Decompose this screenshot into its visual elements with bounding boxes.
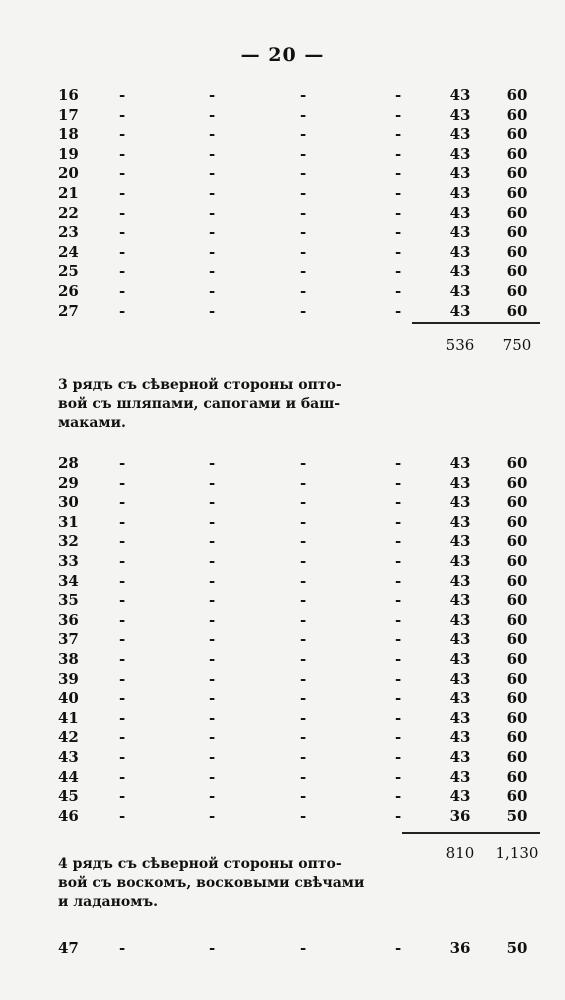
heading-line: и ладаномъ. <box>58 894 158 910</box>
dash-cell: - <box>395 144 402 163</box>
value-col-a: 36 <box>449 939 471 957</box>
dash-cell: - <box>395 787 402 806</box>
value-col-b: 60 <box>506 493 528 512</box>
dash-cell: - <box>209 512 216 531</box>
dash-cell: - <box>300 767 307 786</box>
dash-cell: - <box>119 242 126 261</box>
table-row <box>0 727 565 747</box>
dash-cell: - <box>119 282 126 300</box>
value-col-a: 43 <box>449 728 471 747</box>
dash-cell: - <box>395 728 402 747</box>
dash-cell: - <box>395 591 402 610</box>
dash-cell: - <box>300 223 307 242</box>
row-number: 18 <box>58 125 79 144</box>
dash-cell: - <box>300 630 307 649</box>
dash-cell: - <box>395 767 402 786</box>
row-number: 22 <box>58 203 79 222</box>
row-number: 41 <box>58 708 79 727</box>
total-rule <box>412 322 540 324</box>
dash-cell: - <box>119 591 126 610</box>
heading-line: 3 рядъ съ сѣверной стороны опто- <box>58 377 342 393</box>
value-col-b: 60 <box>506 650 528 668</box>
row-number: 32 <box>58 532 79 551</box>
value-col-b: 60 <box>506 787 528 806</box>
table-row <box>0 747 565 767</box>
dash-cell: - <box>395 242 402 261</box>
dash-cell: - <box>395 203 402 222</box>
table-row <box>0 629 565 649</box>
table-row <box>0 453 565 473</box>
value-col-b: 60 <box>506 86 528 104</box>
dash-cell: - <box>209 125 216 144</box>
dash-cell: - <box>209 748 216 766</box>
row-number: 21 <box>58 184 79 202</box>
table-row <box>0 85 565 105</box>
dash-cell: - <box>209 728 216 747</box>
dash-cell: - <box>119 493 126 512</box>
row-number: 20 <box>58 164 79 183</box>
dash-cell: - <box>209 630 216 649</box>
dash-cell: - <box>119 301 126 320</box>
dash-cell: - <box>209 164 216 183</box>
value-col-a: 43 <box>449 708 471 727</box>
value-col-b: 60 <box>506 473 528 492</box>
table-row <box>0 144 565 164</box>
row-number: 39 <box>58 669 79 688</box>
section-heading-row-4 <box>58 855 408 912</box>
dash-cell: - <box>119 728 126 747</box>
dash-cell: - <box>119 105 126 124</box>
row-number: 36 <box>58 610 79 629</box>
value-col-b: 60 <box>506 728 528 747</box>
dash-cell: - <box>395 806 402 825</box>
value-col-b: 60 <box>506 748 528 766</box>
heading-line: вой съ шляпами, сапогами и баш- <box>58 396 341 412</box>
dash-cell: - <box>119 223 126 242</box>
row-number: 35 <box>58 591 79 610</box>
value-col-b: 60 <box>506 689 528 708</box>
dash-cell: - <box>209 610 216 629</box>
row-number: 19 <box>58 144 79 163</box>
dash-cell: - <box>209 105 216 124</box>
value-col-b: 50 <box>506 806 528 825</box>
dash-cell: - <box>395 105 402 124</box>
dash-cell: - <box>395 86 402 104</box>
table-row <box>0 222 565 242</box>
table-row <box>0 105 565 125</box>
dash-cell: - <box>300 939 307 957</box>
value-col-a: 43 <box>449 532 471 551</box>
dash-cell: - <box>300 125 307 144</box>
value-col-a: 43 <box>449 552 471 570</box>
table-row <box>0 708 565 728</box>
dash-cell: - <box>300 184 307 202</box>
dash-cell: - <box>119 571 126 590</box>
dash-cell: - <box>395 164 402 183</box>
value-col-a: 43 <box>449 184 471 202</box>
dash-cell: - <box>300 552 307 570</box>
value-col-b: 60 <box>506 767 528 786</box>
dash-cell: - <box>119 454 126 472</box>
dash-cell: - <box>395 708 402 727</box>
value-col-a: 43 <box>449 242 471 261</box>
value-col-a: 43 <box>449 689 471 708</box>
dash-cell: - <box>209 591 216 610</box>
dash-cell: - <box>300 806 307 825</box>
dash-cell: - <box>395 512 402 531</box>
dash-cell: - <box>119 512 126 531</box>
dash-cell: - <box>395 223 402 242</box>
value-col-a: 43 <box>449 203 471 222</box>
table-row <box>0 551 565 571</box>
row-number: 26 <box>58 282 79 300</box>
dash-cell: - <box>119 144 126 163</box>
dash-cell: - <box>209 787 216 806</box>
table-row <box>0 492 565 512</box>
dash-cell: - <box>209 493 216 512</box>
dash-cell: - <box>209 806 216 825</box>
value-col-a: 43 <box>449 512 471 531</box>
dash-cell: - <box>395 532 402 551</box>
dash-cell: - <box>119 532 126 551</box>
value-col-b: 60 <box>506 630 528 649</box>
dash-cell: - <box>300 669 307 688</box>
value-col-b: 60 <box>506 203 528 222</box>
dash-cell: - <box>300 282 307 300</box>
row-number: 30 <box>58 493 79 512</box>
dash-cell: - <box>300 203 307 222</box>
row-number: 43 <box>58 748 79 766</box>
value-col-a: 36 <box>449 806 471 825</box>
value-col-b: 50 <box>506 939 528 957</box>
value-col-b: 60 <box>506 144 528 163</box>
dash-cell: - <box>119 787 126 806</box>
row-number: 33 <box>58 552 79 570</box>
row-number: 29 <box>58 473 79 492</box>
row-number: 44 <box>58 767 79 786</box>
value-col-b: 60 <box>506 282 528 300</box>
dash-cell: - <box>395 493 402 512</box>
dash-cell: - <box>395 630 402 649</box>
dash-cell: - <box>209 708 216 727</box>
total-col-b: 750 <box>502 336 532 354</box>
table-row <box>0 649 565 669</box>
dash-cell: - <box>209 86 216 104</box>
dash-cell: - <box>300 164 307 183</box>
value-col-a: 43 <box>449 650 471 668</box>
dash-cell: - <box>119 630 126 649</box>
dash-cell: - <box>119 708 126 727</box>
table-row <box>0 610 565 630</box>
dash-cell: - <box>209 184 216 202</box>
dash-cell: - <box>395 571 402 590</box>
dash-cell: - <box>300 591 307 610</box>
dash-cell: - <box>209 242 216 261</box>
dash-cell: - <box>300 493 307 512</box>
dash-cell: - <box>119 262 126 281</box>
value-col-b: 60 <box>506 708 528 727</box>
value-col-a: 43 <box>449 630 471 649</box>
dash-cell: - <box>395 262 402 281</box>
value-col-a: 43 <box>449 748 471 766</box>
value-col-b: 60 <box>506 125 528 144</box>
value-col-a: 43 <box>449 262 471 281</box>
value-col-a: 43 <box>449 125 471 144</box>
dash-cell: - <box>395 939 402 957</box>
table-row <box>0 767 565 787</box>
value-col-a: 43 <box>449 493 471 512</box>
row-number: 47 <box>58 939 79 957</box>
dash-cell: - <box>209 282 216 300</box>
value-col-b: 60 <box>506 610 528 629</box>
dash-cell: - <box>300 610 307 629</box>
dash-cell: - <box>300 242 307 261</box>
row-number: 46 <box>58 806 79 825</box>
dash-cell: - <box>119 689 126 708</box>
dash-cell: - <box>209 767 216 786</box>
heading-line: вой съ воскомъ, восковыми свѣчами <box>58 875 365 891</box>
table-row <box>0 183 565 203</box>
dash-cell: - <box>300 301 307 320</box>
value-col-a: 43 <box>449 301 471 320</box>
dash-cell: - <box>395 552 402 570</box>
dash-cell: - <box>300 144 307 163</box>
value-col-b: 60 <box>506 571 528 590</box>
row-number: 23 <box>58 223 79 242</box>
dash-cell: - <box>119 86 126 104</box>
table-row <box>0 938 565 958</box>
value-col-a: 43 <box>449 767 471 786</box>
table-row <box>0 163 565 183</box>
dash-cell: - <box>119 767 126 786</box>
dash-cell: - <box>300 262 307 281</box>
dash-cell: - <box>300 708 307 727</box>
section-heading-row-3 <box>58 376 408 433</box>
dash-cell: - <box>300 86 307 104</box>
dash-cell: - <box>119 939 126 957</box>
dash-cell: - <box>300 571 307 590</box>
dash-cell: - <box>300 473 307 492</box>
value-col-b: 60 <box>506 512 528 531</box>
table-row <box>0 669 565 689</box>
dash-cell: - <box>209 262 216 281</box>
value-col-b: 60 <box>506 591 528 610</box>
dash-cell: - <box>119 610 126 629</box>
total-rule <box>402 832 540 834</box>
dash-cell: - <box>395 669 402 688</box>
total-row <box>0 335 565 355</box>
value-col-b: 60 <box>506 262 528 281</box>
value-col-b: 60 <box>506 223 528 242</box>
dash-cell: - <box>300 689 307 708</box>
dash-cell: - <box>395 184 402 202</box>
heading-line: 4 рядъ съ сѣверной стороны опто- <box>58 856 342 872</box>
row-number: 38 <box>58 650 79 668</box>
table-row <box>0 571 565 591</box>
table-row <box>0 688 565 708</box>
dash-cell: - <box>209 454 216 472</box>
row-number: 28 <box>58 454 79 472</box>
dash-cell: - <box>395 473 402 492</box>
row-number: 27 <box>58 301 79 320</box>
table-row <box>0 786 565 806</box>
dash-cell: - <box>300 532 307 551</box>
row-number: 42 <box>58 728 79 747</box>
value-col-a: 43 <box>449 144 471 163</box>
dash-cell: - <box>300 105 307 124</box>
dash-cell: - <box>300 512 307 531</box>
dash-cell: - <box>209 473 216 492</box>
value-col-a: 43 <box>449 591 471 610</box>
dash-cell: - <box>395 610 402 629</box>
dash-cell: - <box>209 301 216 320</box>
table-row <box>0 281 565 301</box>
dash-cell: - <box>300 650 307 668</box>
value-col-a: 43 <box>449 282 471 300</box>
table-row <box>0 531 565 551</box>
heading-line: маками. <box>58 415 126 431</box>
value-col-b: 60 <box>506 164 528 183</box>
row-number: 16 <box>58 86 79 104</box>
dash-cell: - <box>119 552 126 570</box>
dash-cell: - <box>209 144 216 163</box>
value-col-a: 43 <box>449 164 471 183</box>
value-col-a: 43 <box>449 669 471 688</box>
dash-cell: - <box>209 669 216 688</box>
value-col-a: 43 <box>449 105 471 124</box>
dash-cell: - <box>300 748 307 766</box>
table-row <box>0 203 565 223</box>
table-row <box>0 261 565 281</box>
table-row <box>0 590 565 610</box>
dash-cell: - <box>395 689 402 708</box>
dash-cell: - <box>209 552 216 570</box>
total-col-a: 536 <box>445 336 475 354</box>
row-number: 31 <box>58 512 79 531</box>
dash-cell: - <box>119 203 126 222</box>
dash-cell: - <box>300 454 307 472</box>
dash-cell: - <box>209 939 216 957</box>
value-col-b: 60 <box>506 669 528 688</box>
dash-cell: - <box>209 689 216 708</box>
dash-cell: - <box>119 806 126 825</box>
value-col-a: 43 <box>449 473 471 492</box>
row-number: 45 <box>58 787 79 806</box>
table-row <box>0 806 565 826</box>
dash-cell: - <box>209 532 216 551</box>
value-col-a: 43 <box>449 223 471 242</box>
table-row <box>0 301 565 321</box>
dash-cell: - <box>395 748 402 766</box>
dash-cell: - <box>209 223 216 242</box>
value-col-b: 60 <box>506 552 528 570</box>
page-number: — 20 — <box>240 44 325 66</box>
value-col-a: 43 <box>449 787 471 806</box>
table-row <box>0 124 565 144</box>
value-col-b: 60 <box>506 184 528 202</box>
dash-cell: - <box>209 203 216 222</box>
table-row <box>0 473 565 493</box>
row-number: 34 <box>58 571 79 590</box>
value-col-b: 60 <box>506 532 528 551</box>
row-number: 24 <box>58 242 79 261</box>
dash-cell: - <box>395 454 402 472</box>
dash-cell: - <box>119 164 126 183</box>
dash-cell: - <box>119 650 126 668</box>
dash-cell: - <box>119 748 126 766</box>
dash-cell: - <box>209 650 216 668</box>
value-col-b: 60 <box>506 242 528 261</box>
value-col-a: 43 <box>449 610 471 629</box>
dash-cell: - <box>395 282 402 300</box>
value-col-b: 60 <box>506 105 528 124</box>
row-number: 37 <box>58 630 79 649</box>
row-number: 40 <box>58 689 79 708</box>
dash-cell: - <box>209 571 216 590</box>
value-col-a: 43 <box>449 454 471 472</box>
dash-cell: - <box>119 125 126 144</box>
dash-cell: - <box>119 669 126 688</box>
total-col-a: 810 <box>445 844 475 862</box>
dash-cell: - <box>119 473 126 492</box>
value-col-b: 60 <box>506 454 528 472</box>
dash-cell: - <box>119 184 126 202</box>
dash-cell: - <box>300 787 307 806</box>
dash-cell: - <box>300 728 307 747</box>
dash-cell: - <box>395 301 402 320</box>
value-col-b: 60 <box>506 301 528 320</box>
table-row <box>0 242 565 262</box>
dash-cell: - <box>395 125 402 144</box>
dash-cell: - <box>395 650 402 668</box>
row-number: 17 <box>58 105 79 124</box>
value-col-a: 43 <box>449 86 471 104</box>
value-col-a: 43 <box>449 571 471 590</box>
total-col-b: 1,130 <box>495 844 539 862</box>
row-number: 25 <box>58 262 79 281</box>
table-row <box>0 512 565 532</box>
